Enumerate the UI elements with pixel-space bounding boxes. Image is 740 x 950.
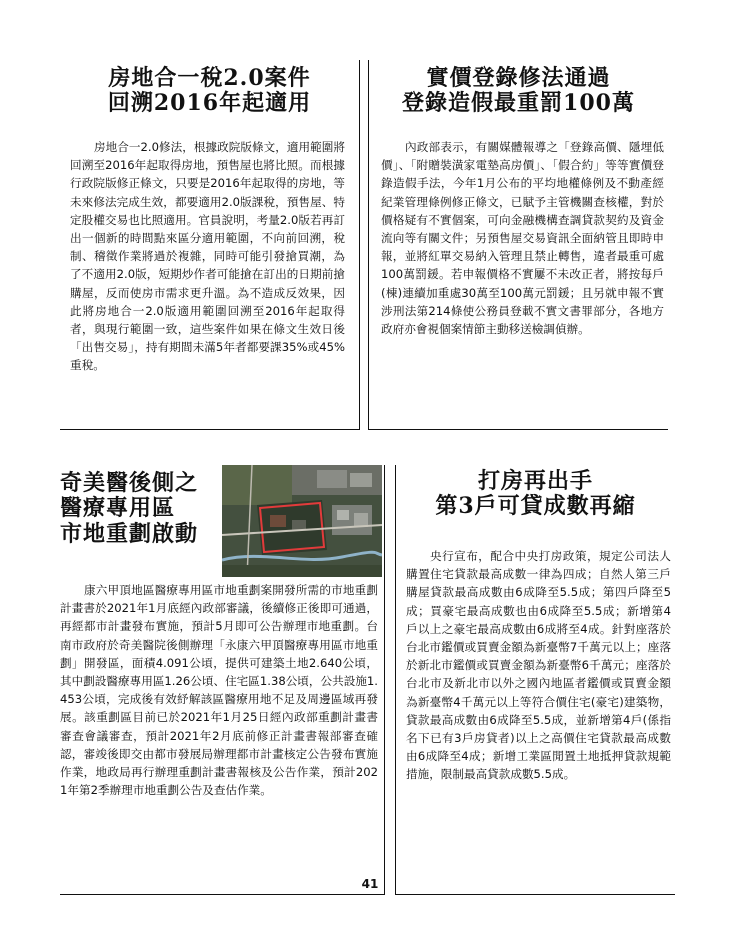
article-body: 康六甲頂地區醫療專用區市地重劃案開發所需的市地重劃計畫書於2021年1月底經內政部審議，後續修正後即可通過，再經都市計畫發布實施，預計5月即可公告辦理市地重劃。台南市政府於奇美醫院後側辦理「永康六甲頂醫療專用區市地重劃」開發區，面積4.091公頃，提供可建築土地2.640公頃，其中劃設醫療專用區1.26公頃、住宅區1.38公頃，公共設施1.453公頃，完成後有效紓解該區醫療用地不足及周邊區域再發展。該重劃區目前已於2021年1月25日經內政部重劃計畫書審查會議審查，預計2021年2月底前修正計畫書報部審查確認，審竣後即交由都市發展局辦理都市計畫核定公告發布實施作業，地政局再行辦理重劃計畫書報核及公告作業，預計2021年第2季辦理市地重劃公告及查估作業。 (60, 583, 378, 798)
headline-line-3: 市地重劃啟動 (60, 520, 199, 547)
headline-line-1: 房地合一稅2.0案件 (108, 65, 311, 91)
headline-line-1: 實價登錄修法通過 (426, 65, 611, 91)
article-real-price-registration (368, 60, 668, 430)
aerial-photo (222, 465, 382, 577)
headline-line-1: 打房再出手 (477, 468, 593, 494)
page-number: 41 (361, 877, 379, 891)
headline-line-2: 回溯2016年起適用 (107, 90, 312, 117)
headline-line-2: 登錄造假最重罰100萬 (402, 90, 635, 117)
aerial-map-image (222, 465, 382, 577)
headline (396, 465, 675, 541)
headline (369, 60, 668, 132)
headline-line-2: 醫療專用區 (60, 495, 176, 522)
article-credit-control (395, 465, 675, 895)
article-house-land-tax (60, 60, 360, 430)
headline (60, 471, 220, 547)
article-body: 內政部表示，有關媒體報導之「登錄高價、隱埋低價」、「附贈裝潢家電墊高房價」、「假合約」等等實價登錄造假手法，今年1月公布的平均地權條例及不動產經紀業管理條例修正條文，已賦予主管機關查核權，對於價格疑有不實個案，可向金融機構查調貸款契約及資金流向等有關文件；另預售屋交易資訊全面納管且即時申報，並將紅單交易納入管理且禁止轉售，違者最重可處100萬罰鍰。若申報價格不實屢不未改正者，將按每戶(棟)連續加重處30萬至100萬元罰鍰；且另就申報不實涉刑法第214條使公務員登載不實文書罪部分，各地方政府亦會視個案情節主動移送檢調偵辦。 (381, 140, 664, 337)
article-body: 房地合一2.0修法，根據政院版條文，適用範圍將回溯至2016年起取得房地，預售屋也將比照。而根據行政院版修正條文，只要是2016年起取得的房地，等未來修法完成生效，都要適用2.0版課稅，預售屋、特定股權交易也比照適用。官員說明，考量2.0版若再訂出一個新的時間點來區分適用範圍，不向前回溯，稅制、稽徵作業將過於複雜，同時可能引發搶買潮，為了不適用2.0版，短期炒作者可能搶在訂出的日期前搶購屋，反而使房市需求更升溫。為不造成反效果，因此將房地合一2.0版適用範圍回溯至2016年起取得者，與現行範圍一致，這些案件如果在條文生效日後「出售交易」，持有期間未滿5年者都要課35%或45%重稅。 (70, 140, 345, 373)
article-body: 央行宣布，配合中央打房政策，規定公司法人購置住宅貸款最高成數一律為四成；自然人第三戶購屋貸款最高成數由6成降至5.5成；第四戶降至5成；買豪宅最高成數也由6成降至5.5成；新增第4戶以上之豪宅最高成數由6成將至4成。針對座落於台北市鑑價或買賣金額為新臺幣7千萬元以上；座落於新北市鑑價或買賣金額為新臺幣6千萬元；座落於台北市及新北市以外之國內地區者鑑價或買賣金額為新臺幣4千萬元以上等符合價住宅(豪宅)建築物，貸款最高成數由6成降至5.5成，並新增第4戶(係指名下已有3戶房貸者)以上之高價住宅貸款最高成數由6成降至4成；新增工業區閒置土地抵押貸款規範措施，限制最高貸款成數5.5成。 (406, 549, 671, 782)
headline-line-1: 奇美醫後側之 (60, 470, 199, 496)
headline-line-2: 第3戶可貸成數再縮 (435, 493, 636, 520)
article-chimei-medical-district (60, 465, 385, 895)
headline (60, 60, 359, 132)
